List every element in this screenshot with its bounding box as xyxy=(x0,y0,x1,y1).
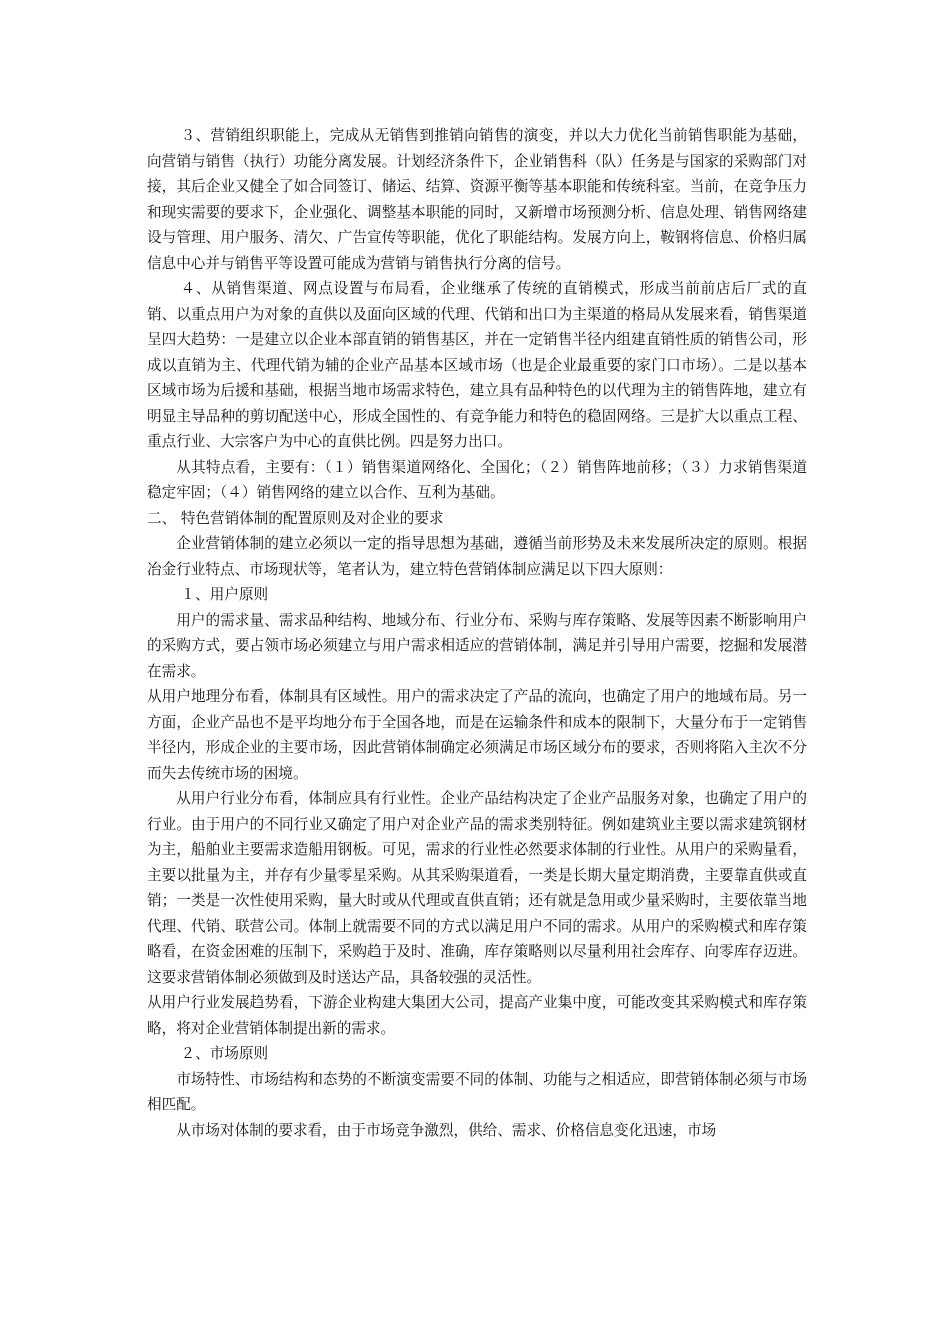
subheading-market-principle: ２、市场原则 xyxy=(180,1045,269,1062)
paragraph-user-industry: 从用户行业分布看，体制应具有行业性。企业产品结构决定了企业产品服务对象，也确定了用户的行业。由于用户的不同行业又确定了用户对企业产品的需求类别特征。例如建筑业主要以需求建筑钢材为主，船舶业主要需求造船用钢板。可见，需求的行业性必然要求体制的行业性。从用户的采购量看，主要以批量为主，并存有少量零星采购。从其采购渠道看，一类是长期大量定期消费，主要靠直供或直销；一类是一次性使用采购，量大时或从代理或直供直销；还有就是急用或少量采购时，主要依靠当地代理、代销、联营公司。体制上就需要不同的方式以满足用户不同的需求。从用户的采购模式和库存策略看，在资金困难的压制下，采购趋于及时、准确，库存策略则以尽量利用社会库存、向零库存迈进。这要求营销体制必须做到及时送达产品，具备较强的灵活性。 xyxy=(147,790,807,986)
paragraph-market-requirements: 从市场对体制的要求看，由于市场竞争激烈，供给、需求、价格信息变化迅速，市场 xyxy=(176,1121,717,1139)
document-page xyxy=(147,123,807,1143)
subheading-user-principle: １、用户原则 xyxy=(180,586,269,603)
paragraph-user-trend: 从用户行业发展趋势看，下游企业构建大集团大公司，提高产业集中度，可能改变其采购模式和库存策略，将对企业营销体制提出新的需求。 xyxy=(147,994,807,1037)
paragraph-principles-intro: 企业营销体制的建立必须以一定的指导思想为基础，遵循当前形势及未来发展所决定的原则。根据冶金行业特点、市场现状等，笔者认为，建立特色营销体制应满足以下四大原则： xyxy=(147,535,807,578)
paragraph-org-function: ３、营销组织职能上，完成从无销售到推销向销售的演变，并以大力优化当前销售职能为基础，向营销与销售（执行）功能分离发展。计划经济条件下，企业销售科（队）任务是与国家的采购部门对接，其后企业又健全了如合同签订、储运、结算、资源平衡等基本职能和传统科室。当前，在竞争压力和现实需要的要求下，企业强化、调整基本职能的同时，又新增市场预测分析、信息处理、销售网络建设与管理、用户服务、清欠、广告宣传等职能，优化了职能结构。发展方向上，鞍钢将信息、价格归属信息中心并与销售平等设置可能成为营销与销售执行分离的信号。 xyxy=(147,127,807,272)
paragraph-channel-features: 从其特点看，主要有：（１）销售渠道网络化、全国化；（２）销售阵地前移；（３）力求销售渠道稳定牢固；（４）销售网络的建立以合作、互利为基础。 xyxy=(147,458,807,501)
section-heading-2: 二、 特色营销体制的配置原则及对企业的要求 xyxy=(147,509,444,527)
paragraph-market-match: 市场特性、市场结构和态势的不断演变需要不同的体制、功能与之相适应，即营销体制必须与市场相匹配。 xyxy=(147,1070,807,1113)
paragraph-user-demand: 用户的需求量、需求品种结构、地域分布、行业分布、采购与库存策略、发展等因素不断影响用户的采购方式，要占领市场必须建立与用户需求相适应的营销体制，满足并引导用户需要，挖掘和发展潜在需求。 xyxy=(147,611,807,680)
paragraph-user-geography: 从用户地理分布看，体制具有区域性。用户的需求决定了产品的流向，也确定了用户的地域布局。另一方面，企业产品也不是平均地分布于全国各地，而是在运输条件和成本的限制下，大量分布于一定销售半径内，形成企业的主要市场，因此营销体制确定必须满足市场区域分布的要求，否则将陷入主次不分而失去传统市场的困境。 xyxy=(147,688,807,782)
paragraph-sales-channels: ４、从销售渠道、网点设置与布局看，企业继承了传统的直销模式，形成当前前店后厂式的直销、以重点用户为对象的直供以及面向区域的代理、代销和出口为主渠道的格局从发展来看，销售渠道呈四大趋势：一是建立以企业本部直销的销售基区，并在一定销售半径内组建直销性质的销售公司，形成以直销为主、代理代销为辅的企业产品基本区域市场（也是企业最重要的家门口市场）。二是以基本区域市场为后援和基础，根据当地市场需求特色，建立具有品种特色的以代理为主的销售阵地，建立有明显主导品种的剪切配送中心，形成全国性的、有竞争能力和特色的稳固网络。三是扩大以重点工程、重点行业、大宗客户为中心的直供比例。四是努力出口。 xyxy=(147,280,807,450)
